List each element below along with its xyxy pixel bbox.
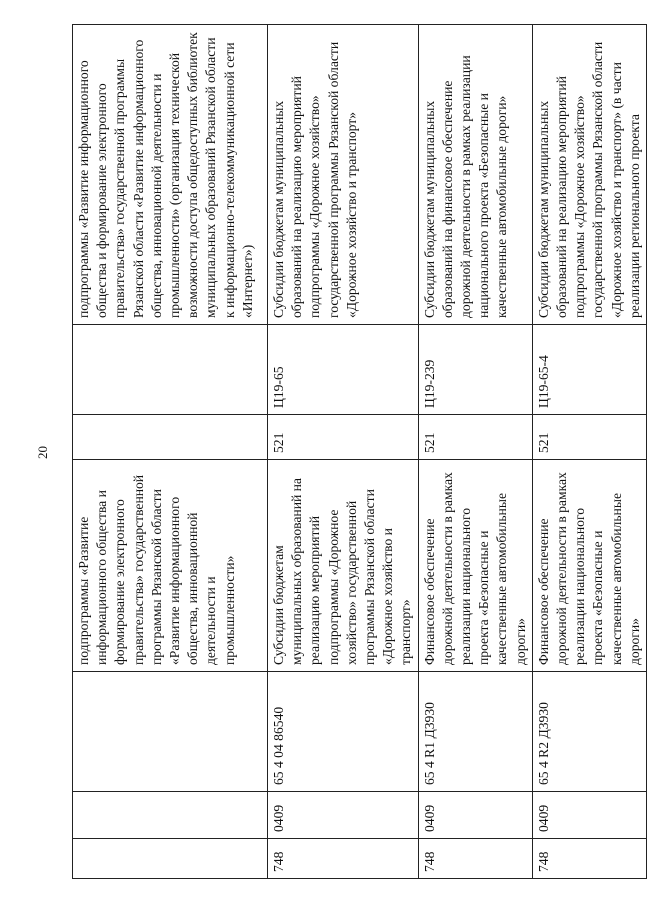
section-cell: 0409 bbox=[268, 792, 419, 839]
admin-cell: 748 bbox=[532, 839, 646, 879]
vr-cell: 521 bbox=[418, 415, 532, 460]
section-cell: 0409 bbox=[532, 792, 646, 839]
table-row bbox=[73, 25, 268, 879]
admin-cell: 748 bbox=[418, 839, 532, 879]
name-cell: Финансовое обеспечение дорожной деятельности в рамках реализации национального проекта «Безопасные и качественные автомобильные дороги» bbox=[532, 460, 646, 672]
kod-mb-cell: Ц19-65-4 bbox=[532, 325, 646, 415]
vr-cell: 521 bbox=[268, 415, 419, 460]
purpose-cell: Субсидии бюджетам муниципальных образований на реализацию мероприятий подпрограммы «Дорожное хозяйство» государственной программы Рязанской области «Дорожное хозяйство и транспорт» bbox=[268, 25, 419, 325]
table-row bbox=[532, 25, 646, 879]
code-cell bbox=[73, 672, 268, 792]
purpose-cell: подпрограммы «Развитие информационного общества и формирование электронного правительства» государственной программы Рязанской области «Развитие информационного общества, инновационной деятельности и промышленности» (организация технической возможности доступа общедоступных библиотек муниципальных образований Рязанской области к информационно-телекоммуникационной сети «Интернет») bbox=[73, 25, 268, 325]
kod-mb-cell: Ц19-65 bbox=[268, 325, 419, 415]
code-cell: 65 4 R2 Д3930 bbox=[532, 672, 646, 792]
vr-cell bbox=[73, 415, 268, 460]
name-cell: Субсидии бюджетам муниципальных образований на реализацию мероприятий подпрограммы «Дорожное хозяйство» государственной программы Рязанской области «Дорожное хозяйство и транспорт» bbox=[268, 460, 419, 672]
kod-mb-cell bbox=[73, 325, 268, 415]
table-row bbox=[268, 25, 419, 879]
purpose-cell: Субсидии бюджетам муниципальных образований на реализацию мероприятий подпрограммы «Дорожное хозяйство» государственной программы Рязанской области «Дорожное хозяйство и транспорт» (в части реализации регионального проекта bbox=[532, 25, 646, 325]
section-cell: 0409 bbox=[418, 792, 532, 839]
admin-cell bbox=[73, 839, 268, 879]
page-number: 20 bbox=[35, 446, 50, 459]
code-cell: 65 4 R1 Д3930 bbox=[418, 672, 532, 792]
section-cell bbox=[73, 792, 268, 839]
kod-mb-cell: Ц19-239 bbox=[418, 325, 532, 415]
purpose-cell: Субсидии бюджетам муниципальных образований на финансовое обеспечение дорожной деятельности в рамках реализации национального проекта «Безопасные и качественные автомобильные дороги» bbox=[418, 25, 532, 325]
admin-cell: 748 bbox=[268, 839, 419, 879]
budget-table bbox=[72, 24, 647, 879]
name-cell: Финансовое обеспечение дорожной деятельности в рамках реализации национального проекта «Безопасные и качественные автомобильные дороги» bbox=[418, 460, 532, 672]
vr-cell: 521 bbox=[532, 415, 646, 460]
table-row bbox=[418, 25, 532, 879]
code-cell: 65 4 04 86540 bbox=[268, 672, 419, 792]
name-cell: подпрограммы «Развитие информационного общества и формирование электронного правительства» государственной программы Рязанской области «Развитие информационного общества, инновационной деятельности и промышленности» bbox=[73, 460, 268, 672]
